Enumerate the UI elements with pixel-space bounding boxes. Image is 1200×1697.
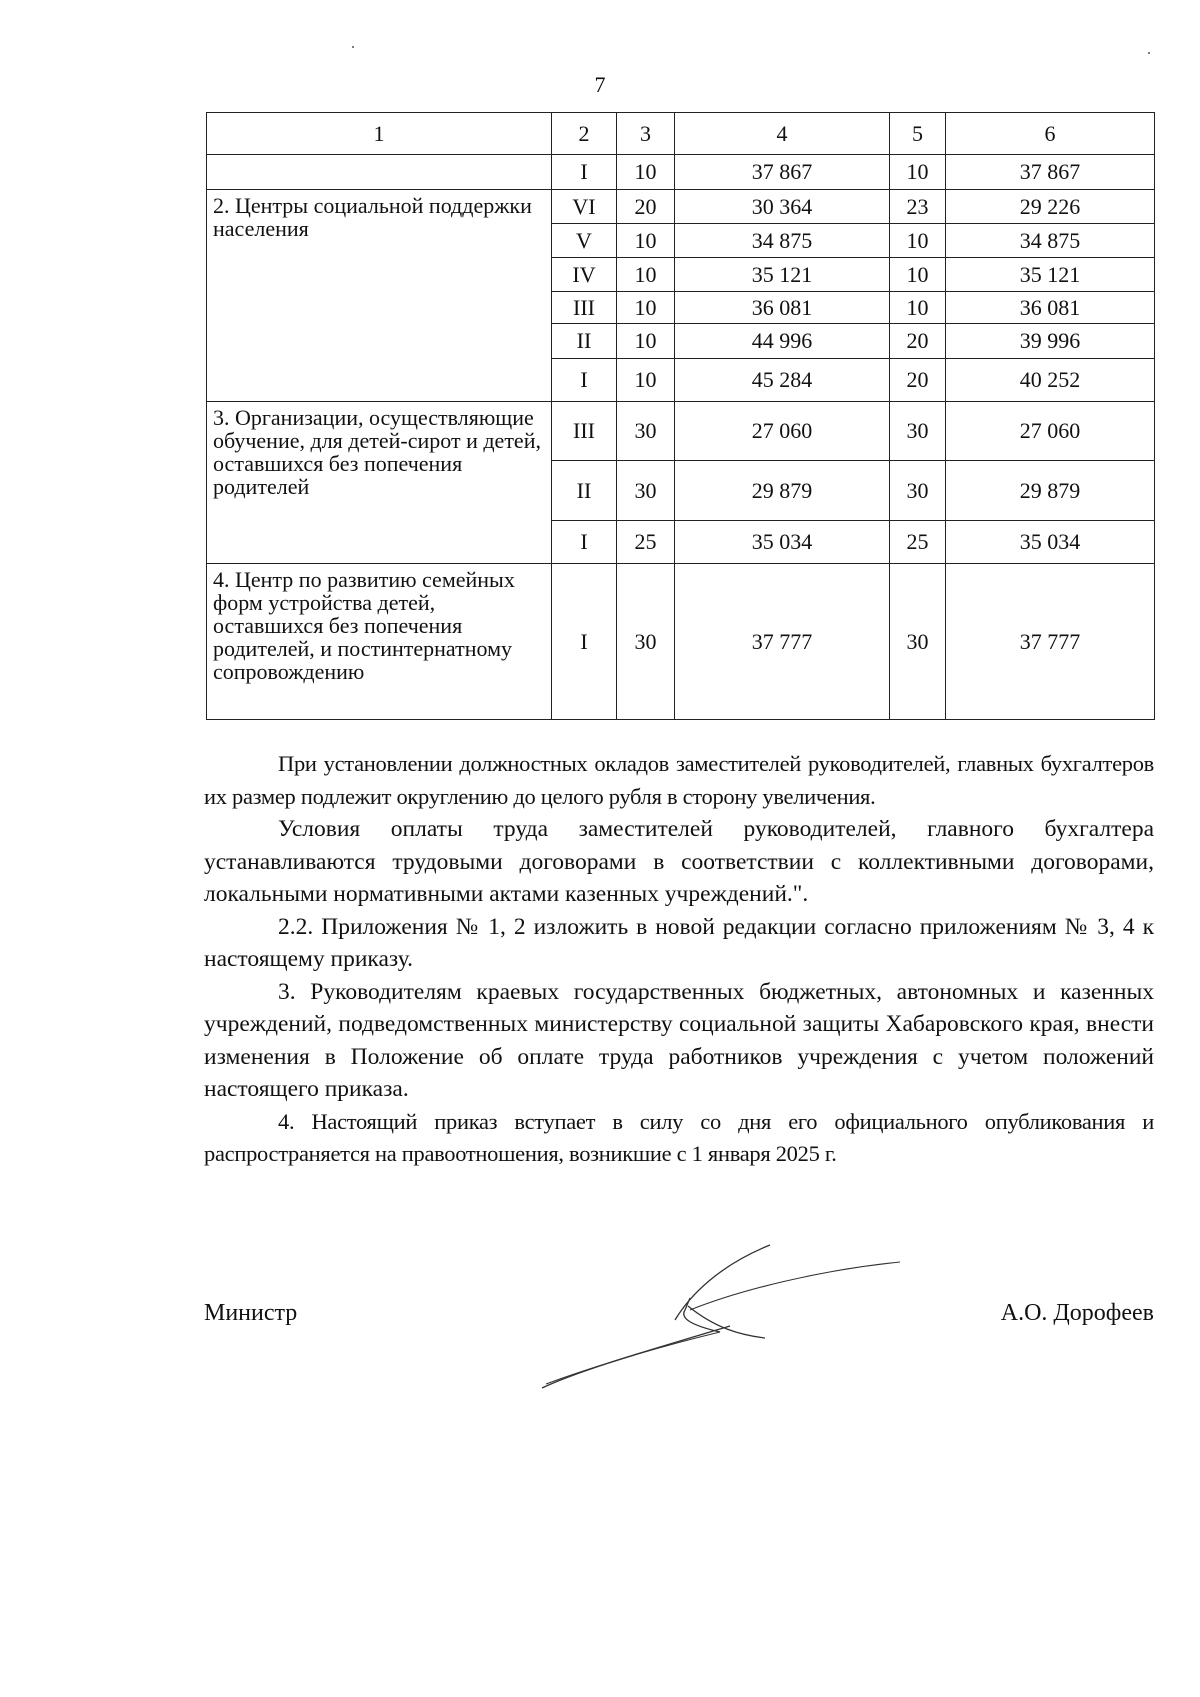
count-cell: 25 <box>617 521 675 564</box>
table-header-row <box>207 113 1155 155</box>
count-cell: 10 <box>617 292 675 324</box>
group-name-cell <box>207 155 552 190</box>
header-cell: 5 <box>890 113 946 155</box>
header-cell: 6 <box>946 113 1155 155</box>
count-cell: 10 <box>617 258 675 292</box>
salary-cell: 30 364 <box>675 190 890 224</box>
group-name-cell: 2. Центры социальной поддержки населения <box>207 190 552 402</box>
count-cell: 20 <box>617 190 675 224</box>
salary-cell: 36 081 <box>946 292 1155 324</box>
salary-cell: 29 226 <box>946 190 1155 224</box>
group-cell: I <box>552 359 617 402</box>
count-cell: 10 <box>890 292 946 324</box>
group-name-cell: 4. Центр по развитию семейных форм устройства детей, оставшихся без попечения родителей, и постинтернатному сопровождению <box>207 564 552 720</box>
group-cell: VI <box>552 190 617 224</box>
count-cell: 30 <box>617 461 675 521</box>
group-cell: IV <box>552 258 617 292</box>
salary-cell: 37 867 <box>946 155 1155 190</box>
count-cell: 10 <box>617 324 675 359</box>
scan-speck <box>1148 52 1150 54</box>
table-row <box>207 155 1155 190</box>
salary-cell: 39 996 <box>946 324 1155 359</box>
count-cell: 10 <box>617 359 675 402</box>
table-row <box>207 190 1155 224</box>
count-cell: 25 <box>890 521 946 564</box>
count-cell: 30 <box>890 402 946 461</box>
salary-cell: 37 867 <box>675 155 890 190</box>
paragraph: 4. Настоящий приказ вступает в силу со дня его официального опубликования и распространяется на правоотношения, возникшие с 1 января 2025 г. <box>204 1108 1154 1166</box>
paragraph: Условия оплаты труда заместителей руководителей, главного бухгалтера устанавливаются трудовыми договорами в соответствии с коллективными договорами, локальными нормативными актами казенных учреждений.". <box>204 816 1154 907</box>
count-cell: 23 <box>890 190 946 224</box>
count-cell: 10 <box>890 258 946 292</box>
count-cell: 10 <box>617 155 675 190</box>
salary-cell: 35 121 <box>675 258 890 292</box>
count-cell: 30 <box>890 564 946 720</box>
count-cell: 30 <box>617 564 675 720</box>
count-cell: 10 <box>890 155 946 190</box>
salary-cell: 45 284 <box>675 359 890 402</box>
salary-cell: 29 879 <box>675 461 890 521</box>
salary-cell: 44 996 <box>675 324 890 359</box>
paragraph: При установлении должностных окладов заместителей руководителей, главных бухгалтеров их размер подлежит округлению до целого рубля в сторону увеличения. <box>204 751 1154 809</box>
group-cell: II <box>552 461 617 521</box>
group-cell: I <box>552 564 617 720</box>
signature-icon <box>540 1240 920 1390</box>
table-row <box>207 402 1155 461</box>
salary-cell: 40 252 <box>946 359 1155 402</box>
group-name-cell: 3. Организации, осуществляющие обучение, для детей-сирот и детей, оставшихся без попечения родителей <box>207 402 552 564</box>
salary-cell: 27 060 <box>675 402 890 461</box>
scan-speck <box>352 46 354 48</box>
page-number: 7 <box>594 72 606 97</box>
paragraph: 3. Руководителям краевых государственных бюджетных, автономных и казенных учреждений, подведомственных министерству социальной защиты Хабаровского края, внести изменения в Положение об оплате труда работников учреждения с учетом положений настоящего приказа. <box>204 978 1154 1102</box>
header-cell: 3 <box>617 113 675 155</box>
table-row <box>207 564 1155 720</box>
count-cell: 30 <box>617 402 675 461</box>
header-cell: 2 <box>552 113 617 155</box>
group-cell: III <box>552 292 617 324</box>
count-cell: 20 <box>890 359 946 402</box>
group-cell: V <box>552 224 617 258</box>
salary-cell: 35 034 <box>946 521 1155 564</box>
salary-cell: 27 060 <box>946 402 1155 461</box>
group-cell: III <box>552 402 617 461</box>
body-text <box>204 748 1154 1171</box>
group-cell: II <box>552 324 617 359</box>
header-cell: 1 <box>207 113 552 155</box>
signatory-title: Министр <box>204 1300 298 1326</box>
salary-cell: 34 875 <box>946 224 1155 258</box>
count-cell: 30 <box>890 461 946 521</box>
count-cell: 20 <box>890 324 946 359</box>
count-cell: 10 <box>890 224 946 258</box>
group-cell: I <box>552 521 617 564</box>
salary-cell: 29 879 <box>946 461 1155 521</box>
salary-cell: 37 777 <box>675 564 890 720</box>
signatory-name: А.О. Дорофеев <box>1000 1300 1154 1326</box>
salary-cell: 35 034 <box>675 521 890 564</box>
count-cell: 10 <box>617 224 675 258</box>
salary-cell: 37 777 <box>946 564 1155 720</box>
salary-cell: 36 081 <box>675 292 890 324</box>
group-cell: I <box>552 155 617 190</box>
header-cell: 4 <box>675 113 890 155</box>
salary-table <box>206 112 1155 720</box>
salary-cell: 35 121 <box>946 258 1155 292</box>
paragraph: 2.2. Приложения № 1, 2 изложить в новой редакции согласно приложениям № 3, 4 к настоящему приказу. <box>204 913 1154 972</box>
salary-cell: 34 875 <box>675 224 890 258</box>
